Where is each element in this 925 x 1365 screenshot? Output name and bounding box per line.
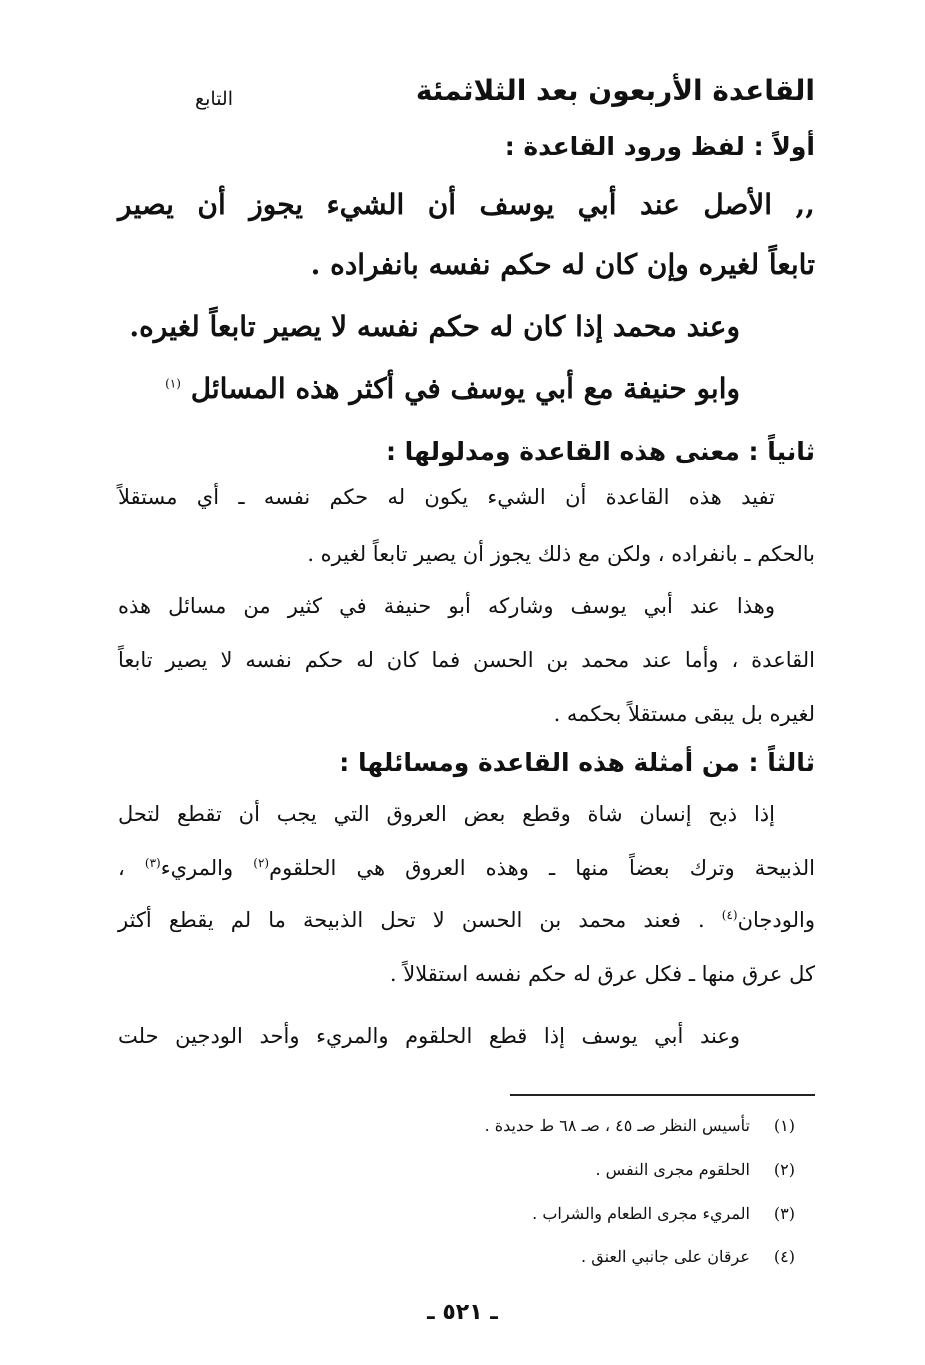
footnote-3 bbox=[532, 1204, 795, 1223]
footnote-ref-4: (٤) bbox=[721, 908, 738, 922]
section2-line-2: بالحكم ـ بانفراده ، ولكن مع ذلك يجوز أن يصير تابعاً لغيره . bbox=[307, 542, 815, 566]
footnote-1-number: (١) bbox=[773, 1116, 795, 1135]
footnote-2-text: الحلقوم مجرى النفس . bbox=[595, 1160, 750, 1179]
footnote-4 bbox=[581, 1247, 795, 1266]
footnote-4-number: (٤) bbox=[773, 1247, 795, 1266]
rule-keyword: التابع bbox=[195, 88, 233, 110]
footnote-ref-2: (٢) bbox=[253, 856, 270, 870]
section3-line-5: وعند أبي يوسف إذا قطع الحلقوم والمريء وأحد الودجين حلت bbox=[118, 1024, 740, 1048]
section3-line-2 bbox=[118, 856, 815, 880]
footnote-3-number: (٣) bbox=[773, 1204, 795, 1223]
section3-line-2-text-b: والمريء bbox=[160, 856, 254, 880]
quote-line-1: ,, الأصل عند أبي يوسف أن الشيء يجوز أن يصير bbox=[118, 188, 815, 221]
footnote-1-text: تأسيس النظر صـ ٤٥ ، صـ ٦٨ ط حديدة . bbox=[484, 1116, 750, 1135]
footnote-2-number: (٢) bbox=[773, 1160, 795, 1179]
page-number: ـ ٥٢١ ـ bbox=[427, 1300, 498, 1325]
quote-line-4-text: وابو حنيفة مع أبي يوسف في أكثر هذه المسائل bbox=[190, 372, 740, 405]
section3-line-2-text-a: الذبيحة وترك بعضاً منها ـ وهذه العروق هي الحلقوم bbox=[269, 856, 816, 880]
quote-line-3: وعند محمد إذا كان له حكم نفسه لا يصير تابعاً لغيره. bbox=[129, 310, 740, 343]
footnote-separator bbox=[510, 1094, 815, 1096]
footnote-1 bbox=[485, 1116, 795, 1135]
section2-heading: ثانياً : معنى هذه القاعدة ومدلولها : bbox=[385, 437, 815, 466]
section3-line-3 bbox=[118, 908, 815, 932]
footnote-ref-1: (١) bbox=[165, 376, 181, 391]
quote-line-2: تابعاً لغيره وإن كان له حكم نفسه بانفراده . bbox=[310, 248, 815, 281]
rule-title: القاعدة الأربعون بعد الثلاثمئة bbox=[415, 74, 815, 107]
section3-line-3-text-a: والودجان bbox=[737, 908, 815, 932]
footnote-4-text: عرقان على جانبي العنق . bbox=[581, 1247, 750, 1266]
section2-line-4: القاعدة ، وأما عند محمد بن الحسن فما كان له حكم نفسه لا يصير تابعاً bbox=[118, 648, 815, 672]
footnote-ref-3: (٣) bbox=[144, 856, 161, 870]
section2-line-5: لغيره بل يبقى مستقلاً بحكمه . bbox=[553, 702, 815, 726]
section2-line-3: وهذا عند أبي يوسف وشاركه أبو حنيفة في كثير من مسائل هذه bbox=[118, 594, 775, 618]
footnote-2 bbox=[595, 1160, 795, 1179]
section3-line-3-text-b: . فعند محمد بن الحسن لا تحل الذبيحة ما لم يقطع أكثر bbox=[118, 908, 722, 932]
section2-line-1: تفيد هذه القاعدة أن الشيء يكون له حكم نفسه ـ أي مستقلاً bbox=[118, 485, 775, 509]
section3-heading: ثالثاً : من أمثلة هذه القاعدة ومسائلها : bbox=[339, 748, 815, 777]
section3-line-2-text-c: ، bbox=[118, 856, 145, 880]
footnote-3-text: المريء مجرى الطعام والشراب . bbox=[532, 1204, 750, 1223]
section3-line-1: إذا ذبح إنسان شاة وقطع بعض العروق التي يجب أن تقطع لتحل bbox=[118, 802, 775, 826]
quote-line-4 bbox=[118, 372, 740, 405]
section1-heading: أولاً : لفظ ورود القاعدة : bbox=[504, 132, 815, 161]
section3-line-4: كل عرق منها ـ فكل عرق له حكم نفسه استقلالاً . bbox=[389, 962, 815, 986]
